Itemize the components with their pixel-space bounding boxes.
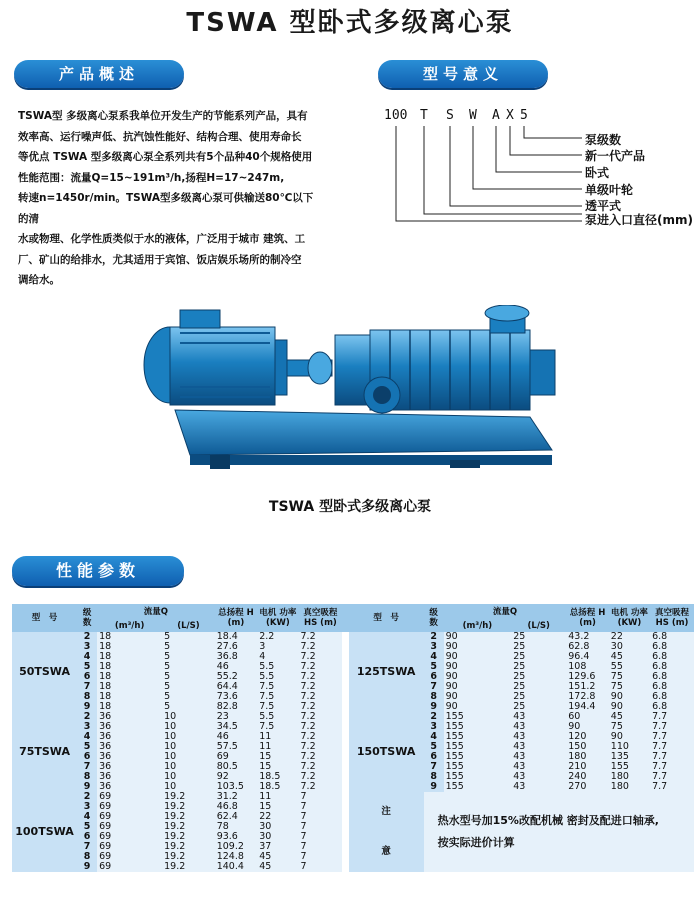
table-cell: 43.2	[566, 632, 609, 642]
th-head: 总扬程 H (m)	[215, 604, 258, 632]
table-cell: 92	[215, 772, 258, 782]
table-cell: 155	[444, 742, 512, 752]
table-cell: 18	[97, 672, 162, 682]
table-cell: 60	[566, 712, 609, 722]
table-cell: 5	[162, 662, 215, 672]
table-cell: 9	[424, 702, 444, 712]
intro-line: 厂、矿山的给排水，尤其适用于宾馆、饭店娱乐场所的制冷空	[18, 253, 302, 266]
code-part: 100	[384, 108, 408, 123]
table-cell: 155	[444, 772, 512, 782]
table-cell: 270	[566, 782, 609, 792]
table-cell: 55	[609, 662, 650, 672]
table-cell: 7.7	[650, 722, 694, 732]
table-cell: 5.5	[257, 662, 298, 672]
table-cell: 7.7	[650, 732, 694, 742]
table-cell: 18	[97, 662, 162, 672]
table-cell: 7.2	[299, 702, 343, 712]
table-cell: 7	[424, 682, 444, 692]
table-cell: 7.7	[650, 752, 694, 762]
th-model: 型 号	[349, 604, 424, 632]
table-cell: 3	[77, 802, 97, 812]
table-cell: 45	[257, 862, 298, 872]
th-flow: 流量Q	[444, 604, 567, 620]
table-cell: 7.2	[299, 672, 343, 682]
table-cell: 36	[97, 722, 162, 732]
table-cell: 155	[444, 712, 512, 722]
th-power: 电机 功率 (KW)	[257, 604, 298, 632]
intro-line: 水或物理、化学性质类似于水的液体，广泛用于城市 建筑、工	[18, 233, 306, 245]
table-cell: 124.8	[215, 852, 258, 862]
table-cell: 25	[511, 682, 566, 692]
table-cell: 155	[444, 762, 512, 772]
note-line: 按实际进价计算	[437, 836, 515, 849]
intro-line: 转速n=1450r/min。TSWA型多级离心泵可供输送80℃以下的清	[18, 192, 314, 225]
table-cell: 7	[299, 812, 343, 822]
table-cell: 129.6	[566, 672, 609, 682]
table-cell: 5	[162, 632, 215, 642]
table-cell: 7	[299, 792, 343, 802]
photo-caption: TSWA 型卧式多级离心泵	[268, 499, 432, 515]
table-cell: 45	[609, 652, 650, 662]
table-cell: 9	[77, 702, 97, 712]
table-cell: 31.2	[215, 792, 258, 802]
table-cell: 30	[257, 832, 298, 842]
table-cell: 46	[215, 732, 258, 742]
th-flow: 流量Q	[97, 604, 215, 620]
table-cell: 240	[566, 772, 609, 782]
table-cell: 4	[77, 812, 97, 822]
table-cell: 90	[566, 722, 609, 732]
table-cell: 90	[444, 672, 512, 682]
table-cell: 46.8	[215, 802, 258, 812]
table-cell: 8	[424, 692, 444, 702]
table-cell: 73.6	[215, 692, 258, 702]
table-cell: 69	[97, 812, 162, 822]
table-cell: 5	[424, 662, 444, 672]
table-cell: 155	[444, 782, 512, 792]
th-suction: 真空吸程 HS (m)	[299, 604, 343, 632]
table-cell: 6.8	[650, 702, 694, 712]
table-cell: 6.8	[650, 692, 694, 702]
table-cell: 90	[609, 732, 650, 742]
code-meaning: 新一代产品	[585, 149, 646, 163]
table-cell: 7.2	[299, 772, 343, 782]
table-cell: 43	[511, 772, 566, 782]
table-cell: 15	[257, 762, 298, 772]
table-cell: 155	[444, 752, 512, 762]
table-cell: 62.4	[215, 812, 258, 822]
table-cell: 7.5	[257, 682, 298, 692]
table-cell: 19.2	[162, 832, 215, 842]
table-cell: 36	[97, 762, 162, 772]
table-cell: 9	[77, 782, 97, 792]
table-cell: 18.5	[257, 772, 298, 782]
th-flow-ls: (L/S)	[162, 620, 215, 632]
intro-line: 性能范围：流量Q=15~191m³/h,扬程H=17~247m,	[18, 171, 285, 184]
table-cell: 3	[257, 642, 298, 652]
table-cell: 19.2	[162, 862, 215, 872]
table-cell: 5	[162, 692, 215, 702]
table-cell: 10	[162, 752, 215, 762]
table-cell: 18	[97, 692, 162, 702]
table-cell: 18.5	[257, 782, 298, 792]
table-cell: 19.2	[162, 852, 215, 862]
table-cell: 8	[424, 772, 444, 782]
section-performance: 性能参数	[12, 556, 184, 586]
table-cell: 135	[609, 752, 650, 762]
table-cell: 18	[97, 702, 162, 712]
table-cell: 10	[162, 732, 215, 742]
table-cell: 69	[97, 842, 162, 852]
table-cell: 7.2	[299, 742, 343, 752]
table-cell: 151.2	[566, 682, 609, 692]
table-cell: 7	[77, 762, 97, 772]
table-cell: 22	[257, 812, 298, 822]
table-cell: 7.2	[299, 752, 343, 762]
table-row	[12, 632, 694, 642]
table-cell: 69	[97, 862, 162, 872]
table-cell: 6	[77, 752, 97, 762]
code-part: X	[506, 108, 514, 123]
code-part: A	[492, 108, 500, 123]
table-cell: 19.2	[162, 842, 215, 852]
table-cell: 103.5	[215, 782, 258, 792]
code-meaning: 卧式	[585, 166, 610, 180]
table-cell: 7	[299, 862, 343, 872]
table-cell: 69	[97, 832, 162, 842]
table-cell: 3	[77, 642, 97, 652]
table-cell: 18	[97, 652, 162, 662]
table-cell: 25	[511, 652, 566, 662]
table-cell: 43	[511, 762, 566, 772]
th-stage: 级数	[424, 604, 444, 632]
table-cell: 11	[257, 742, 298, 752]
table-cell: 180	[566, 752, 609, 762]
model-name: 150TSWA	[349, 712, 424, 792]
table-cell: 7.7	[650, 772, 694, 782]
table-cell: 180	[609, 782, 650, 792]
table-cell: 2.2	[257, 632, 298, 642]
code-part: S	[446, 108, 454, 123]
table-cell: 7.2	[299, 692, 343, 702]
table-cell: 90	[609, 692, 650, 702]
table-cell: 90	[444, 632, 512, 642]
th-suction: 真空吸程 HS (m)	[650, 604, 694, 632]
model-name: 50TSWA	[12, 632, 77, 712]
table-cell: 6.8	[650, 652, 694, 662]
table-cell: 5	[162, 682, 215, 692]
table-cell: 25	[511, 642, 566, 652]
table-cell: 25	[511, 672, 566, 682]
table-cell: 9	[424, 782, 444, 792]
table-cell: 7	[77, 682, 97, 692]
table-cell: 82.8	[215, 702, 258, 712]
table-cell: 25	[511, 662, 566, 672]
table-cell: 36	[97, 712, 162, 722]
code-meaning: 泵进入口直径(mm)	[585, 213, 693, 227]
table-cell: 43	[511, 782, 566, 792]
table-cell: 36	[97, 752, 162, 762]
table-cell: 172.8	[566, 692, 609, 702]
table-cell: 6.8	[650, 662, 694, 672]
table-cell: 109.2	[215, 842, 258, 852]
table-cell: 150	[566, 742, 609, 752]
model-name: 100TSWA	[12, 792, 77, 872]
table-cell: 18	[97, 642, 162, 652]
table-cell: 5	[162, 652, 215, 662]
table-cell: 10	[162, 782, 215, 792]
table-cell: 10	[162, 742, 215, 752]
table-cell: 210	[566, 762, 609, 772]
table-cell: 5	[424, 742, 444, 752]
note-text	[424, 792, 694, 872]
table-cell: 2	[424, 712, 444, 722]
table-cell: 36	[97, 782, 162, 792]
th-stage: 级数	[77, 604, 97, 632]
th-model: 型 号	[12, 604, 77, 632]
table-cell: 80.5	[215, 762, 258, 772]
table-cell: 8	[77, 772, 97, 782]
code-meaning: 单级叶轮	[585, 183, 634, 197]
table-cell: 43	[511, 742, 566, 752]
table-cell: 155	[444, 732, 512, 742]
code-part: W	[469, 108, 477, 123]
table-cell: 5	[162, 642, 215, 652]
table-cell: 10	[162, 762, 215, 772]
table-cell: 19.2	[162, 802, 215, 812]
table-row	[12, 712, 694, 722]
table-cell: 36	[97, 732, 162, 742]
table-cell: 22	[609, 632, 650, 642]
table-cell: 194.4	[566, 702, 609, 712]
table-cell: 7	[299, 852, 343, 862]
table-cell: 36.8	[215, 652, 258, 662]
table-cell: 45	[257, 852, 298, 862]
table-cell: 6.8	[650, 632, 694, 642]
table-cell: 55.2	[215, 672, 258, 682]
table-cell: 25	[511, 692, 566, 702]
th-head: 总扬程 H (m)	[566, 604, 609, 632]
table-cell: 2	[77, 632, 97, 642]
table-cell: 4	[424, 732, 444, 742]
table-cell: 18	[97, 632, 162, 642]
table-cell: 6	[77, 672, 97, 682]
table-cell: 140.4	[215, 862, 258, 872]
table-cell: 25	[511, 702, 566, 712]
table-cell: 57.5	[215, 742, 258, 752]
table-cell: 7.2	[299, 682, 343, 692]
table-cell: 43	[511, 722, 566, 732]
table-cell: 7.2	[299, 642, 343, 652]
table-cell: 155	[609, 762, 650, 772]
table-cell: 6	[424, 752, 444, 762]
intro-line: 效率高、运行噪声低、抗汽蚀性能好、结构合理、使用寿命长	[18, 130, 302, 143]
table-cell: 90	[444, 652, 512, 662]
table-cell: 3	[424, 642, 444, 652]
intro-line: TSWA型 多级离心泵系我单位开发生产的节能系列产品，具有	[18, 110, 308, 122]
code-part: T	[420, 108, 428, 123]
table-cell: 19.2	[162, 812, 215, 822]
table-cell: 34.5	[215, 722, 258, 732]
table-cell: 69	[97, 802, 162, 812]
table-cell: 18.4	[215, 632, 258, 642]
table-cell: 4	[257, 652, 298, 662]
table-cell: 7.7	[650, 742, 694, 752]
table-cell: 7.7	[650, 782, 694, 792]
section-model-meaning: 型号意义	[378, 60, 548, 88]
section-overview: 产品概述	[14, 60, 184, 88]
table-cell: 93.6	[215, 832, 258, 842]
table-cell: 11	[257, 792, 298, 802]
table-cell: 7	[424, 762, 444, 772]
model-name: 125TSWA	[349, 632, 424, 712]
table-cell: 7	[299, 822, 343, 832]
table-cell: 10	[162, 712, 215, 722]
table-cell: 155	[444, 722, 512, 732]
table-cell: 19.2	[162, 792, 215, 802]
table-cell: 7.2	[299, 662, 343, 672]
table-cell: 90	[444, 642, 512, 652]
intro-text	[18, 106, 318, 291]
table-cell: 5	[162, 702, 215, 712]
table-cell: 6.8	[650, 682, 694, 692]
table-cell: 90	[444, 702, 512, 712]
table-cell: 8	[77, 692, 97, 702]
table-cell: 69	[97, 822, 162, 832]
table-cell: 5	[77, 822, 97, 832]
table-cell: 3	[424, 722, 444, 732]
table-cell: 11	[257, 732, 298, 742]
intro-line: 调给水。	[18, 274, 60, 286]
table-cell: 25	[511, 632, 566, 642]
table-cell: 7.7	[650, 712, 694, 722]
table-cell: 7.7	[650, 762, 694, 772]
table-cell: 7.2	[299, 632, 343, 642]
table-cell: 69	[97, 852, 162, 862]
table-cell: 7	[299, 832, 343, 842]
table-cell: 8	[77, 852, 97, 862]
table-cell: 7.5	[257, 702, 298, 712]
table-cell: 7.2	[299, 652, 343, 662]
table-cell: 5	[162, 672, 215, 682]
table-cell: 7	[299, 842, 343, 852]
table-cell: 110	[609, 742, 650, 752]
th-power: 电机 功率 (KW)	[609, 604, 650, 632]
th-flow-m3h: (m³/h)	[444, 620, 512, 632]
table-cell: 43	[511, 752, 566, 762]
table-cell: 43	[511, 712, 566, 722]
table-cell: 36	[97, 772, 162, 782]
table-cell: 15	[257, 752, 298, 762]
table-cell: 2	[77, 792, 97, 802]
table-cell: 30	[609, 642, 650, 652]
table-cell: 7.2	[299, 712, 343, 722]
page-title: TSWA 型卧式多级离心泵	[186, 8, 514, 38]
table-cell: 120	[566, 732, 609, 742]
table-cell: 9	[77, 862, 97, 872]
table-cell: 10	[162, 772, 215, 782]
intro-line: 等优点 TSWA 型多级离心泵全系列共有5个品种40个规格使用	[18, 151, 313, 163]
performance-table	[12, 604, 694, 872]
code-meaning: 泵级数	[585, 133, 622, 147]
table-cell: 96.4	[566, 652, 609, 662]
table-cell: 108	[566, 662, 609, 672]
table-cell: 23	[215, 712, 258, 722]
table-cell: 7.2	[299, 762, 343, 772]
table-cell: 46	[215, 662, 258, 672]
table-cell: 90	[444, 682, 512, 692]
table-cell: 7	[299, 802, 343, 812]
table-cell: 5.5	[257, 712, 298, 722]
code-part: 5	[520, 108, 528, 123]
table-cell: 3	[77, 722, 97, 732]
note-label-1: 注	[381, 806, 391, 817]
table-cell: 30	[257, 822, 298, 832]
table-cell: 6.8	[650, 642, 694, 652]
table-cell: 18	[97, 682, 162, 692]
table-cell: 45	[609, 712, 650, 722]
table-cell: 7.5	[257, 722, 298, 732]
table-cell: 4	[424, 652, 444, 662]
table-cell: 69	[215, 752, 258, 762]
table-cell: 4	[77, 652, 97, 662]
table-cell: 6.8	[650, 672, 694, 682]
table-cell: 180	[609, 772, 650, 782]
th-flow-ls: (L/S)	[511, 620, 566, 632]
table-cell: 64.4	[215, 682, 258, 692]
code-meaning: 透平式	[585, 199, 622, 213]
table-cell: 2	[77, 712, 97, 722]
table-row	[12, 792, 694, 802]
pump-illustration	[140, 305, 560, 475]
table-cell: 75	[609, 672, 650, 682]
table-cell: 5	[77, 662, 97, 672]
table-cell: 5.5	[257, 672, 298, 682]
note-label-2: 意	[381, 846, 391, 857]
model-name: 75TSWA	[12, 712, 77, 792]
table-cell: 43	[511, 732, 566, 742]
table-cell: 7	[77, 842, 97, 852]
table-cell: 90	[444, 692, 512, 702]
table-cell: 90	[444, 662, 512, 672]
table-cell: 6	[77, 832, 97, 842]
table-cell: 75	[609, 722, 650, 732]
table-cell: 7.2	[299, 732, 343, 742]
table-cell: 36	[97, 742, 162, 752]
table-cell: 78	[215, 822, 258, 832]
table-cell: 37	[257, 842, 298, 852]
table-cell: 90	[609, 702, 650, 712]
table-cell: 19.2	[162, 822, 215, 832]
table-cell: 27.6	[215, 642, 258, 652]
table-cell: 7.5	[257, 692, 298, 702]
note-label	[349, 792, 424, 872]
table-cell: 2	[424, 632, 444, 642]
table-cell: 6	[424, 672, 444, 682]
table-cell: 69	[97, 792, 162, 802]
table-cell: 15	[257, 802, 298, 812]
table-cell: 75	[609, 682, 650, 692]
note-line: 热水型号加15%改配机械 密封及配进口轴承,	[437, 814, 659, 827]
table-cell: 10	[162, 722, 215, 732]
table-cell: 7.2	[299, 722, 343, 732]
table-cell: 4	[77, 732, 97, 742]
table-cell: 7.2	[299, 782, 343, 792]
th-flow-m3h: (m³/h)	[97, 620, 162, 632]
table-cell: 62.8	[566, 642, 609, 652]
table-cell: 5	[77, 742, 97, 752]
